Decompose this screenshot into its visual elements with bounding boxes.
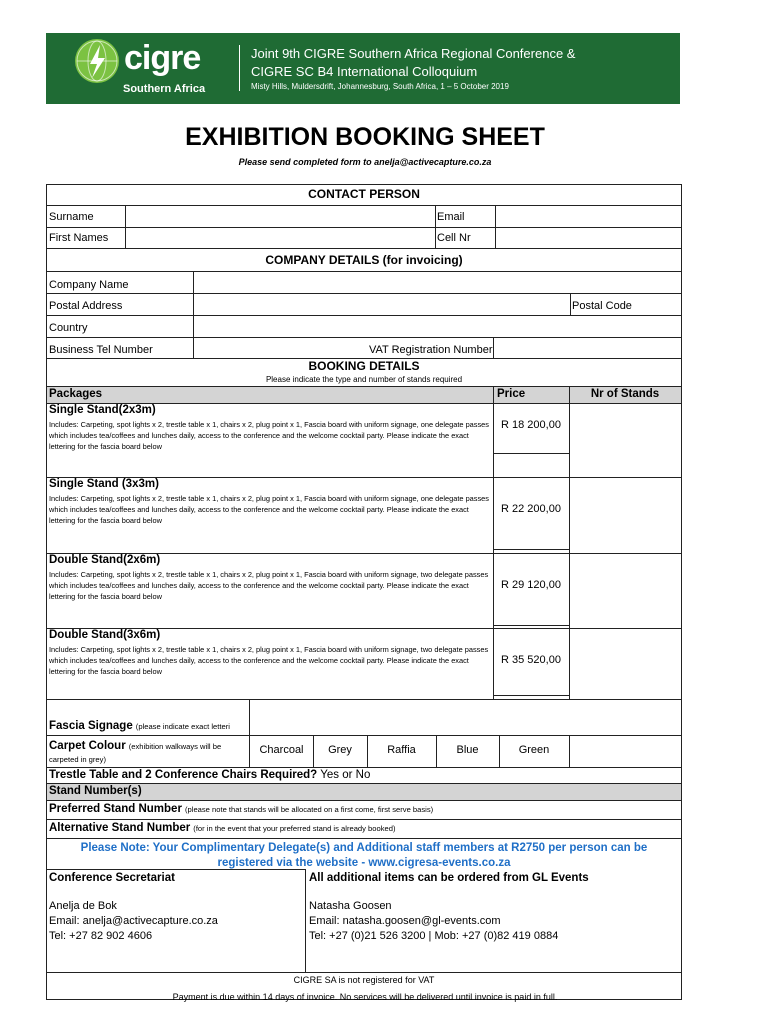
complimentary-delegate-notice — [57, 841, 671, 871]
business-tel-label: Business Tel Number — [49, 344, 153, 356]
postal-address-field[interactable] — [194, 294, 570, 315]
gl-events-tel: Tel: +27 (0)21 526 3200 | Mob: +27 (0)82 419 0884 — [309, 930, 559, 942]
stands-col-header: Nr of Stands — [590, 388, 660, 400]
conference-title-line2: CIGRE SC B4 International Colloquium — [251, 64, 478, 79]
stands-count-field[interactable] — [570, 477, 681, 553]
fascia-label: Fascia Signage — [49, 720, 133, 732]
package-row — [47, 553, 681, 628]
carpet-note2: carpeted in grey) — [49, 755, 106, 764]
gl-events-name: Natasha Goosen — [309, 900, 392, 912]
secretariat-email[interactable]: Email: anelja@activecapture.co.za — [49, 915, 218, 927]
carpet-note1: (exhibition walkways will be — [128, 742, 222, 751]
alternative-stand-row[interactable] — [49, 822, 396, 834]
notice-line1: Please Note: Your Complimentary Delegate(s) and Additional staff members at R2750 per person can be — [80, 842, 648, 854]
postal-code-label: Postal Code — [572, 300, 632, 312]
surname-label: Surname — [49, 211, 94, 223]
payment-footer: Payment is due within 14 days of invoice. No services will be delivered until invoice is paid in full. — [172, 992, 558, 1002]
carpet-option-blue[interactable]: Blue — [456, 744, 479, 756]
stand-numbers-bar — [47, 783, 681, 800]
header-banner — [46, 33, 680, 104]
stands-count-field[interactable] — [570, 628, 681, 699]
package-title: Single Stand (3x3m) — [49, 478, 159, 490]
carpet-option-green[interactable]: Green — [518, 744, 550, 756]
vat-label: VAT Registration Number — [369, 344, 493, 356]
alternative-stand-label: Alternative Stand Number — [49, 822, 191, 834]
preferred-stand-note: (please note that stands will be allocated on a first come, first serve basis) — [185, 805, 434, 814]
booking-note: Please indicate the type and number of stands required — [265, 375, 463, 384]
package-price: R 29 120,00 — [501, 579, 561, 591]
page-title: EXHIBITION BOOKING SHEET — [185, 123, 545, 151]
stands-count-field[interactable] — [570, 403, 681, 477]
notice-line2: registered via the website - www.cigresa-events.co.za — [217, 857, 511, 869]
trestle-label: Trestle Table and 2 Conference Chairs Required? — [49, 769, 318, 781]
package-description: Includes: Carpeting, spot lights x 2, trestle table x 1, chairs x 2, plug point x 1, Fascia board with uniform signage, two delegate passes which includes tea/coffees and lunches daily, access to the conference and the welcome cocktail party. Please indicate the exact lettering for the fascia board below — [49, 570, 489, 601]
country-field[interactable] — [194, 316, 680, 337]
secretariat-name: Anelja de Bok — [49, 900, 117, 912]
cigre-logo-icon — [75, 39, 119, 83]
page-subtitle: Please send completed form to anelja@activecapture.co.za — [238, 157, 492, 167]
stands-count-field[interactable] — [570, 553, 681, 628]
company-name-field[interactable] — [194, 272, 680, 293]
email-field[interactable] — [496, 206, 680, 226]
cell-field[interactable] — [496, 228, 680, 248]
vat-note: CIGRE SA is not registered for VAT — [293, 975, 435, 985]
package-row — [47, 477, 681, 553]
country-label: Country — [49, 322, 88, 334]
first-names-label: First Names — [49, 232, 109, 244]
package-row — [47, 403, 681, 477]
vat-field[interactable] — [494, 338, 680, 358]
package-price: R 22 200,00 — [501, 503, 561, 515]
carpet-colour-row — [49, 740, 221, 752]
package-row — [47, 628, 681, 699]
package-description: Includes: Carpeting, spot lights x 2, trestle table x 1, chairs x 2, plug point x 1, Fascia board with uniform signage, one delegate passes which includes tea/coffees and lunches daily, access to the conference and the welcome cocktail party. Please indicate the exact lettering for the fascia board below — [49, 420, 489, 451]
fascia-lettering-field[interactable] — [250, 700, 681, 735]
first-names-field[interactable] — [126, 228, 435, 248]
package-description: Includes: Carpeting, spot lights x 2, trestle table x 1, chairs x 2, plug point x 1, Fascia board with uniform signage, one delegate passes which includes tea/coffees and lunches daily, access to the conference and the welcome cocktail party. Please indicate the exact lettering for the fascia board below — [49, 494, 489, 525]
gl-events-heading: All additional items can be ordered from GL Events — [309, 872, 589, 884]
cell-label: Cell Nr — [437, 232, 471, 244]
carpet-option-grey[interactable]: Grey — [328, 744, 352, 756]
preferred-stand-label: Preferred Stand Number — [49, 803, 182, 815]
secretariat-tel: Tel: +27 82 902 4606 — [49, 930, 153, 942]
logo-subtitle: Southern Africa — [123, 83, 206, 95]
company-name-label: Company Name — [49, 279, 129, 291]
carpet-label: Carpet Colour — [49, 740, 126, 752]
package-price: R 18 200,00 — [501, 419, 561, 431]
gl-events-email[interactable]: Email: natasha.goosen@gl-events.com — [309, 915, 501, 927]
preferred-stand-row[interactable] — [49, 803, 433, 815]
package-title: Single Stand(2x3m) — [49, 404, 156, 416]
surname-field[interactable] — [126, 206, 435, 226]
conference-title-line1: Joint 9th CIGRE Southern Africa Regional Conference & — [251, 46, 576, 61]
email-label: Email — [437, 211, 465, 223]
price-col-header: Price — [497, 388, 526, 400]
alternative-stand-note: (for in the event that your preferred stand is already booked) — [193, 824, 396, 833]
trestle-answer[interactable]: Yes or No — [320, 769, 371, 781]
contact-heading: CONTACT PERSON — [308, 187, 420, 201]
postal-address-label: Postal Address — [49, 300, 123, 312]
package-title: Double Stand(3x6m) — [49, 629, 161, 641]
carpet-option-raffia[interactable]: Raffia — [387, 744, 416, 756]
booking-heading: BOOKING DETAILS — [308, 359, 420, 373]
packages-col-header: Packages — [49, 388, 103, 400]
fascia-note: (please indicate exact letteri — [135, 722, 230, 731]
logo-text: cigre — [124, 39, 201, 77]
booking-form — [46, 184, 682, 1000]
secretariat-heading: Conference Secretariat — [49, 872, 175, 884]
fascia-signage-row — [49, 720, 230, 732]
banner-divider — [239, 45, 240, 91]
package-description: Includes: Carpeting, spot lights x 2, trestle table x 1, chairs x 2, plug point x 1, Fascia board with uniform signage, two delegate passes which includes tea/coffees and lunches daily, access to the conference and the welcome cocktail party. Please indicate the exact lettering for the fascia board below — [49, 645, 489, 676]
carpet-option-charcoal[interactable]: Charcoal — [259, 744, 304, 756]
conference-venue-dates: Misty Hills, Muldersdrift, Johannesburg, South Africa, 1 – 5 October 2019 — [251, 82, 509, 91]
package-title: Double Stand(2x6m) — [49, 554, 161, 566]
company-heading: COMPANY DETAILS (for invoicing) — [265, 253, 463, 267]
stand-numbers-heading: Stand Number(s) — [49, 785, 142, 797]
package-price: R 35 520,00 — [501, 654, 561, 666]
trestle-row — [49, 769, 370, 781]
